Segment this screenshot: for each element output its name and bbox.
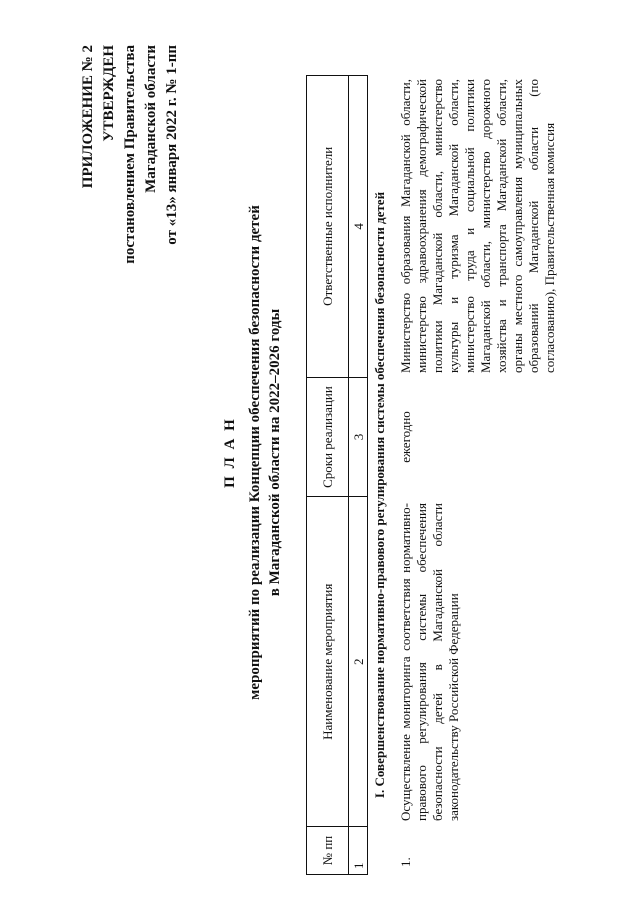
row-number: 1.: [398, 857, 413, 867]
plan-subtitle: [245, 0, 285, 905]
table-row: [398, 75, 558, 875]
header-cell-term: Сроки реализации: [307, 377, 349, 497]
row-term: ежегодно: [398, 411, 413, 463]
date-number-line: от «13» января 2022 г. № 1-пп: [164, 45, 180, 245]
column-number: 2: [349, 496, 368, 826]
column-number: 4: [349, 75, 368, 377]
row-activity-name: Осуществление мониторинга соответствия нормативно-правового регулирования системы обеспечения безопасности детей в Магаданской области законодательству Российской Федерации: [398, 503, 461, 821]
plan-title: П Л А Н: [222, 417, 238, 488]
approved-label: УТВЕРЖДЕН: [101, 45, 117, 142]
decree-line: постановлением Правительства: [122, 45, 138, 264]
header-cell-executors: Ответственные исполнители: [307, 75, 349, 377]
plan-subtitle-line: в Магаданской области на 2022–2026 годы: [267, 308, 283, 597]
header-cell-name: Наименование мероприятия: [307, 496, 349, 826]
plan-subtitle-line: мероприятий по реализации Концепции обеспечения безопасности детей: [247, 205, 263, 700]
approval-block: [78, 45, 183, 465]
table-header-row: [306, 75, 349, 875]
plan-table: [306, 75, 368, 875]
header-cell-number: № пп: [307, 826, 349, 874]
row-executors: Министерство образования Магаданской области, министерство здравоохранения демографической политики Магаданской области, министерство культуры и туризма Магаданской области, министерство труда и социальной политики Магаданской области, министерство дорожного хозяйства и транспорта Магаданской области, органы местного самоуправления муниципальных образований Магаданской области (по согласованию), Правительственная комиссия: [398, 79, 557, 373]
appendix-label: ПРИЛОЖЕНИЕ № 2: [80, 45, 96, 189]
column-number: 1: [349, 826, 368, 874]
column-number-row: [349, 75, 368, 875]
region-line: Магаданской области: [143, 45, 159, 193]
section-title: I. Совершенствование нормативно-правового регулирования системы обеспечения безопасности детей: [372, 191, 387, 799]
column-number: 3: [349, 377, 368, 497]
